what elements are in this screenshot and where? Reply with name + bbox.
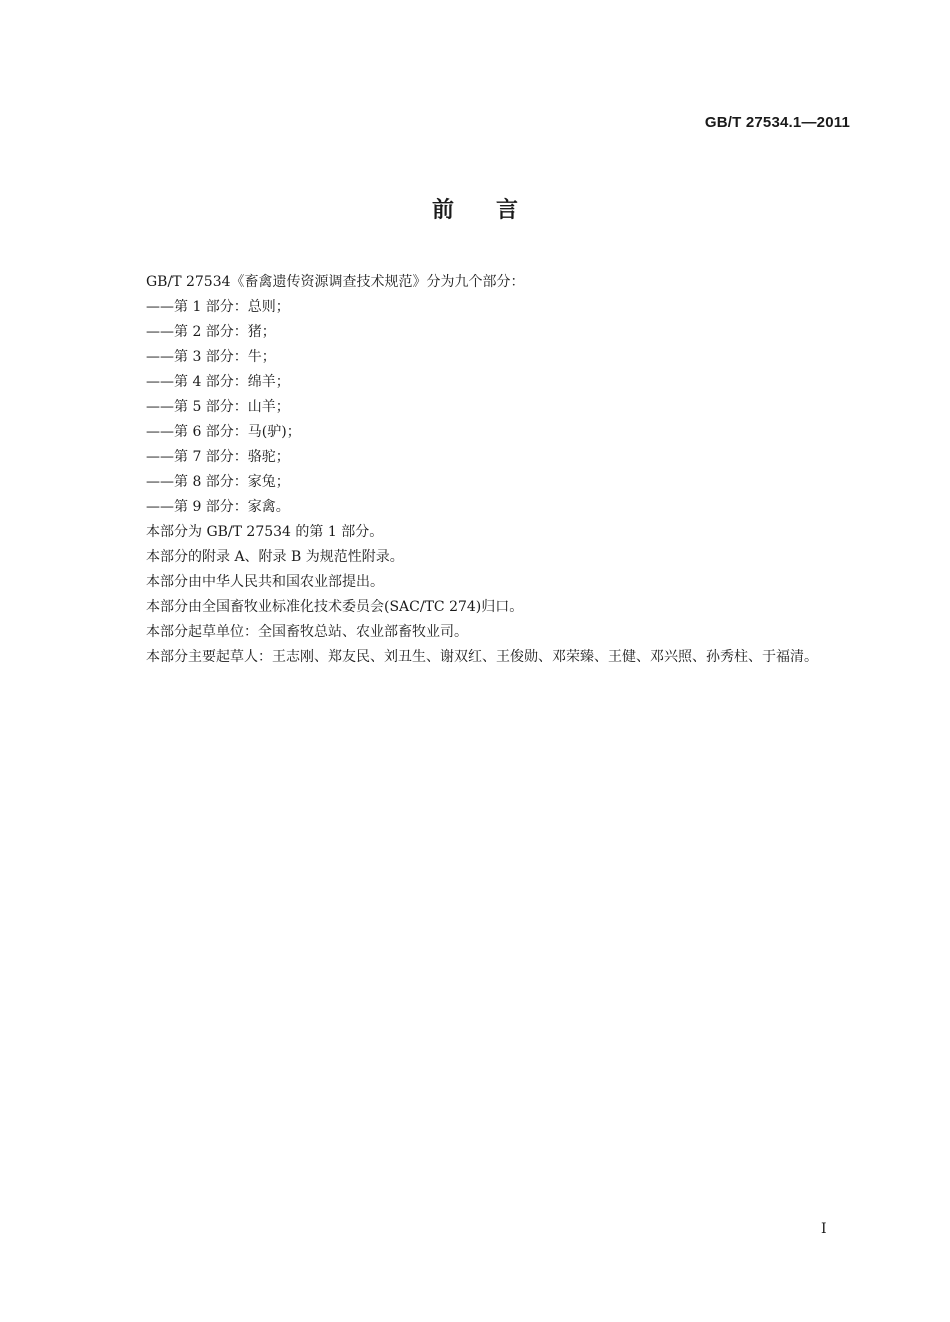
part-list-item: ——第 3 部分：牛； (146, 349, 276, 365)
part-list-item: ——第 1 部分：总则； (146, 299, 290, 315)
page-number: I (821, 1221, 827, 1237)
drafting-units-statement: 本部分起草单位：全国畜牧总站、农业部畜牧业司。 (146, 624, 468, 640)
intro-paragraph: GB/T 27534《畜禽遗传资源调查技术规范》分为九个部分： (146, 274, 525, 290)
foreword-body (115, 270, 860, 670)
part-list-item: ——第 5 部分：山羊； (146, 399, 290, 415)
part-list-item: ——第 4 部分：绵羊； (146, 374, 290, 390)
page-title: 前言 (431, 198, 560, 223)
drafters-statement: 本部分主要起草人：王志刚、郑友民、刘丑生、谢双红、王俊勋、邓荣臻、王健、邓兴照、孙秀柱、于福清。 (146, 649, 818, 665)
part-list-item: ——第 2 部分：猪； (146, 324, 276, 340)
scope-statement: 本部分为 GB/T 27534 的第 1 部分。 (146, 524, 384, 540)
part-list-item: ——第 6 部分：马(驴)； (146, 424, 301, 440)
part-list-item: ——第 8 部分：家兔； (146, 474, 290, 490)
committee-statement: 本部分由全国畜牧业标准化技术委员会(SAC/TC 274)归口。 (146, 599, 524, 615)
annex-statement: 本部分的附录 A、附录 B 为规范性附录。 (146, 549, 404, 565)
part-list-item: ——第 9 部分：家禽。 (146, 499, 290, 515)
part-list-item: ——第 7 部分：骆驼； (146, 449, 290, 465)
proposer-statement: 本部分由中华人民共和国农业部提出。 (146, 574, 384, 590)
standard-number: GB/T 27534.1—2011 (704, 114, 850, 131)
